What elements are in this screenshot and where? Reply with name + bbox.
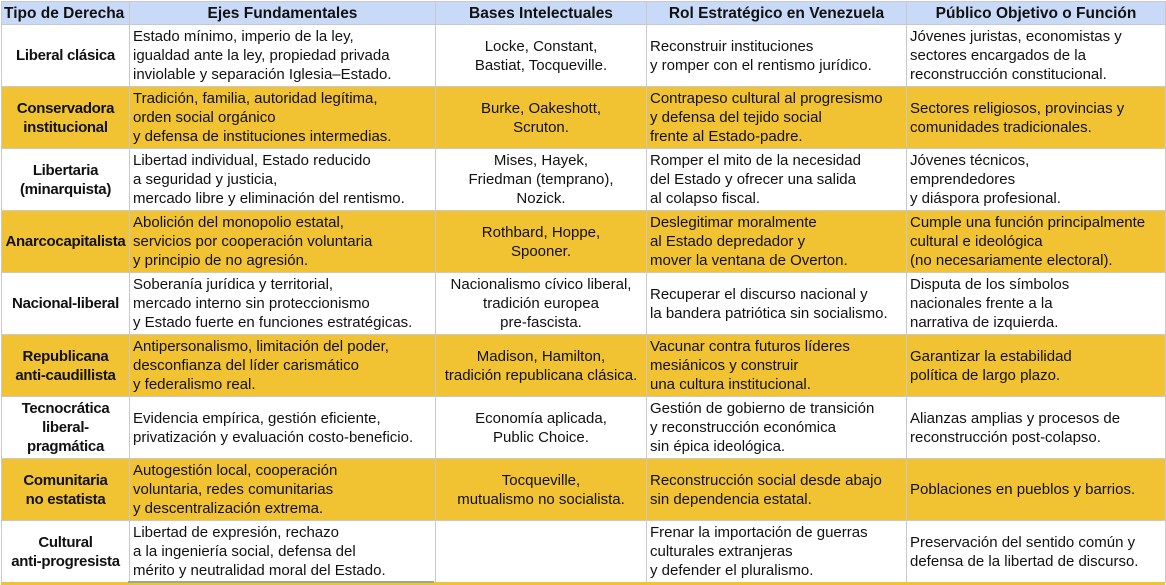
header-bases[interactable]: Bases Intelectuales [436,2,647,25]
cell-tipo[interactable]: Cultural anti-progresista [2,521,130,583]
cell-tipo[interactable]: Anarcocapitalista [2,211,130,273]
cell-bases[interactable]: Mises, Hayek, Friedman (temprano), Nozick. [436,149,647,211]
table-row [2,521,1166,583]
cell-bases[interactable]: Madison, Hamilton, tradición republicana clásica. [436,335,647,397]
cell-tipo[interactable]: Republicana anti-caudillista [2,335,130,397]
cell-bases[interactable]: Economía aplicada, Public Choice. [436,397,647,459]
cell-bases[interactable]: Nacionalismo cívico liberal, tradición europea pre-fascista. [436,273,647,335]
table-row [2,211,1166,273]
table-row [2,25,1166,87]
header-row [2,2,1166,25]
cell-tipo[interactable]: Comunitaria no estatista [2,459,130,521]
cell-publico[interactable]: Jóvenes técnicos, emprendedores y diáspora profesional. [907,149,1166,211]
cell-bases[interactable]: Tocqueville, mutualismo no socialista. [436,459,647,521]
cell-rol[interactable]: Frenar la importación de guerras culturales extranjeras y defender el pluralismo. [647,521,907,583]
header-tipo[interactable]: Tipo de Derecha [2,2,130,25]
cell-publico[interactable]: Alianzas amplias y procesos de reconstrucción post-colapso. [907,397,1166,459]
cell-ejes[interactable]: Estado mínimo, imperio de la ley, igualdad ante la ley, propiedad privada inviolable y separación Iglesia–Estado. [130,25,436,87]
cell-tipo[interactable]: Conservadora institucional [2,87,130,149]
cell-ejes[interactable]: Evidencia empírica, gestión eficiente, privatización y evaluación costo-beneficio. [130,397,436,459]
cell-tipo[interactable]: Nacional-liberal [2,273,130,335]
cell-rol[interactable]: Reconstrucción social desde abajo sin dependencia estatal. [647,459,907,521]
cell-publico[interactable]: Sectores religiosos, provincias y comunidades tradicionales. [907,87,1166,149]
header-ejes[interactable]: Ejes Fundamentales [130,2,436,25]
cell-publico[interactable]: Garantizar la estabilidad política de largo plazo. [907,335,1166,397]
table-row [2,397,1166,459]
cell-ejes[interactable]: Libertad individual, Estado reducido a seguridad y justicia, mercado libre y eliminación del rentismo. [130,149,436,211]
cell-rol[interactable]: Recuperar el discurso nacional y la bandera patriótica sin socialismo. [647,273,907,335]
cell-publico[interactable]: Jóvenes juristas, economistas y sectores encargados de la reconstrucción constitucional. [907,25,1166,87]
cell-rol[interactable]: Deslegitimar moralmente al Estado depredador y mover la ventana de Overton. [647,211,907,273]
ideology-table [1,1,1166,583]
table-row [2,149,1166,211]
cell-rol[interactable]: Contrapeso cultural al progresismo y defensa del tejido social frente al Estado-padre. [647,87,907,149]
cell-rol[interactable]: Gestión de gobierno de transición y reconstrucción económica sin épica ideológica. [647,397,907,459]
cell-publico[interactable]: Poblaciones en pueblos y barrios. [907,459,1166,521]
table-row [2,273,1166,335]
header-rol[interactable]: Rol Estratégico en Venezuela [647,2,907,25]
cell-ejes[interactable]: Autogestión local, cooperación voluntaria, redes comunitarias y descentralización extrema. [130,459,436,521]
cell-rol[interactable]: Romper el mito de la necesidad del Estado y ofrecer una salida al colapso fiscal. [647,149,907,211]
cell-bases[interactable] [436,521,647,583]
cell-rol[interactable]: Reconstruir instituciones y romper con el rentismo jurídico. [647,25,907,87]
cell-ejes[interactable]: Abolición del monopolio estatal, servicios por cooperación voluntaria y principio de no agresión. [130,211,436,273]
cell-tipo[interactable]: Libertaria (minarquista) [2,149,130,211]
cell-bases[interactable]: Locke, Constant, Bastiat, Tocqueville. [436,25,647,87]
cell-tipo[interactable]: Tecnocrática liberal-pragmática [2,397,130,459]
cell-publico[interactable]: Cumple una función principalmente cultural e ideológica (no necesariamente electoral). [907,211,1166,273]
cell-tipo[interactable]: Liberal clásica [2,25,130,87]
cell-ejes[interactable]: Soberanía jurídica y territorial, mercado interno sin proteccionismo y Estado fuerte en funciones estratégicas. [130,273,436,335]
cell-bases[interactable]: Burke, Oakeshott, Scruton. [436,87,647,149]
cell-rol[interactable]: Vacunar contra futuros líderes mesiánicos y construir una cultura institucional. [647,335,907,397]
cell-ejes[interactable]: Tradición, familia, autoridad legítima, orden social orgánico y defensa de instituciones intermedias. [130,87,436,149]
table-row [2,459,1166,521]
cell-publico[interactable]: Disputa de los símbolos nacionales frente a la narrativa de izquierda. [907,273,1166,335]
header-publico[interactable]: Público Objetivo o Función [907,2,1166,25]
cell-ejes[interactable]: Libertad de expresión, rechazo a la ingeniería social, defensa del mérito y neutralidad moral del Estado. [130,521,436,583]
selection-edge [128,581,434,583]
table-row [2,87,1166,149]
cell-ejes[interactable]: Antipersonalismo, limitación del poder, desconfianza del líder carismático y federalismo real. [130,335,436,397]
cell-bases[interactable]: Rothbard, Hoppe, Spooner. [436,211,647,273]
table-row [2,335,1166,397]
cell-publico[interactable]: Preservación del sentido común y defensa de la libertad de discurso. [907,521,1166,583]
